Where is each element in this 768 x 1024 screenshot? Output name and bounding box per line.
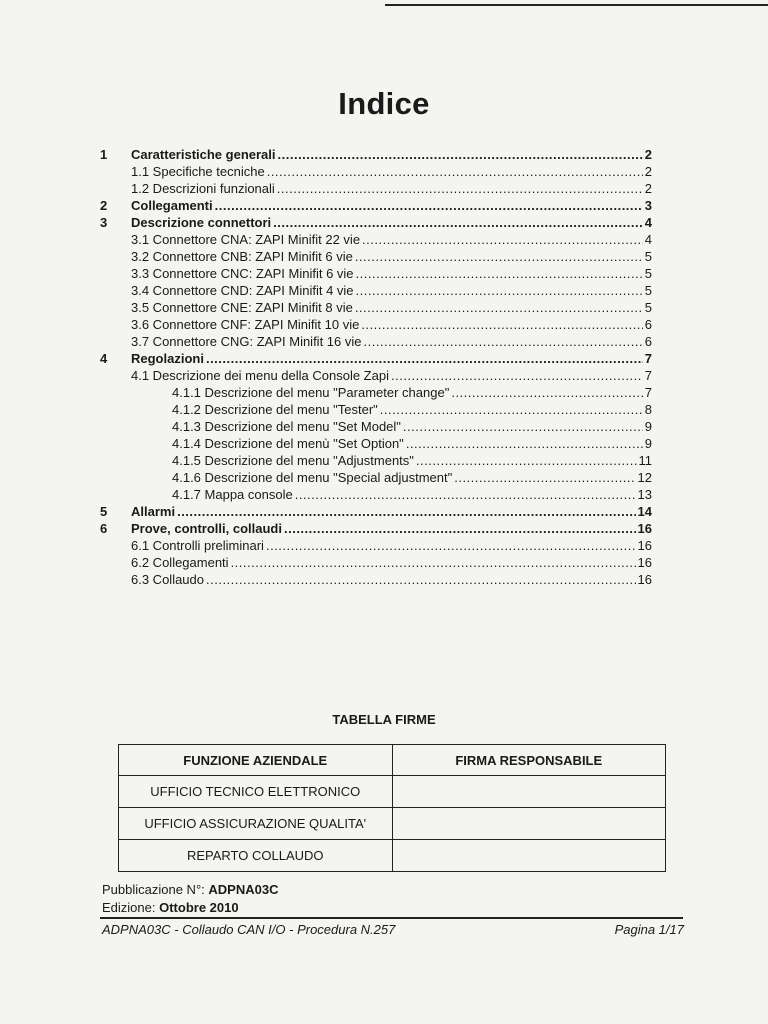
toc-dot-leader xyxy=(177,503,635,520)
signature-table-row xyxy=(119,776,666,808)
toc-page-number: 7 xyxy=(644,351,652,366)
signature-table xyxy=(118,744,666,872)
toc-dot-leader xyxy=(266,537,636,554)
toc-chapter-number: 3 xyxy=(100,215,108,230)
toc-section-row xyxy=(100,299,652,316)
toc-page-number: 5 xyxy=(644,300,652,315)
footer-page-number: Pagina 1/17 xyxy=(614,922,684,937)
toc-entry-title: 1.2 Descrizioni funzionali xyxy=(131,181,275,196)
page-title: Indice xyxy=(338,86,430,121)
department-cell: REPARTO COLLAUDO xyxy=(119,840,393,872)
toc-page-number: 16 xyxy=(637,572,652,587)
toc-dot-leader xyxy=(295,486,636,503)
toc-page-number: 12 xyxy=(637,470,652,485)
toc-section-row xyxy=(100,554,652,571)
toc-entry-title: 6.2 Collegamenti xyxy=(131,555,229,570)
toc-entry-title: 3.4 Connettore CND: ZAPI Minifit 4 vie xyxy=(131,283,354,298)
toc-entry xyxy=(131,248,652,265)
toc-entry xyxy=(131,197,652,214)
toc-entry-title: Descrizione connettori xyxy=(131,215,272,230)
toc-entry-title: 3.2 Connettore CNB: ZAPI Minifit 6 vie xyxy=(131,249,353,264)
toc-chapter-row xyxy=(100,520,652,537)
toc-chapter-row xyxy=(100,197,652,214)
toc-page-number: 5 xyxy=(644,249,652,264)
toc-chapter-row xyxy=(100,214,652,231)
toc-entry-title: Allarmi xyxy=(131,504,176,519)
toc-page-number: 16 xyxy=(637,555,652,570)
toc-section-row xyxy=(100,418,652,435)
toc-section-row xyxy=(100,231,652,248)
department-cell: UFFICIO ASSICURAZIONE QUALITA' xyxy=(119,808,393,840)
toc-dot-leader xyxy=(380,401,643,418)
header-funzione-aziendale: FUNZIONE AZIENDALE xyxy=(119,745,393,776)
toc-entry-title: 3.6 Connettore CNF: ZAPI Minifit 10 vie xyxy=(131,317,360,332)
toc-entry xyxy=(131,537,652,554)
toc-dot-leader xyxy=(391,367,643,384)
toc-entry-title: 4.1 Descrizione dei menu della Console Zapi xyxy=(131,368,389,383)
signature-table-title: TABELLA FIRME xyxy=(332,712,436,727)
toc-page-number: 7 xyxy=(644,385,652,400)
toc-dot-leader xyxy=(278,146,643,163)
toc-dot-leader xyxy=(277,180,643,197)
toc-entry xyxy=(172,384,652,401)
toc-dot-leader xyxy=(355,248,643,265)
toc-entry-title: Prove, controlli, collaudi xyxy=(131,521,282,536)
toc-page-number: 5 xyxy=(644,266,652,281)
toc-section-row xyxy=(100,401,652,418)
toc-page-number: 6 xyxy=(644,334,652,349)
toc-entry xyxy=(131,316,652,333)
toc-page-number: 6 xyxy=(644,317,652,332)
publication-info xyxy=(102,881,278,917)
publication-number-line xyxy=(102,881,278,899)
toc-page-number: 2 xyxy=(644,147,652,162)
toc-dot-leader xyxy=(267,163,643,180)
toc-section-row xyxy=(100,537,652,554)
toc-entry-title: 6.3 Collaudo xyxy=(131,572,204,587)
toc-page-number: 3 xyxy=(644,198,652,213)
toc-entry-title: 4.1.2 Descrizione del menu "Tester" xyxy=(172,402,378,417)
toc-entry xyxy=(172,469,652,486)
toc-dot-leader xyxy=(416,452,637,469)
publication-number: ADPNA03C xyxy=(208,882,279,897)
toc-dot-leader xyxy=(231,554,636,571)
toc-chapter-number: 4 xyxy=(100,351,108,366)
toc-section-row xyxy=(100,333,652,350)
header-firma-responsabile: FIRMA RESPONSABILE xyxy=(392,745,666,776)
toc-entry xyxy=(131,214,652,231)
toc-entry xyxy=(131,163,652,180)
toc-entry xyxy=(131,554,652,571)
toc-dot-leader xyxy=(284,520,636,537)
toc-entry-title: Regolazioni xyxy=(131,351,204,366)
toc-section-row xyxy=(100,435,652,452)
toc-entry xyxy=(131,367,652,384)
toc-dot-leader xyxy=(451,384,642,401)
toc-dot-leader xyxy=(273,214,643,231)
toc-entry xyxy=(131,571,652,588)
toc-section-row xyxy=(100,367,652,384)
toc-page-number: 4 xyxy=(644,215,652,230)
toc-entry xyxy=(131,282,652,299)
toc-page-number: 16 xyxy=(637,538,652,553)
toc-entry-title: 4.1.5 Descrizione del menu "Adjustments" xyxy=(172,453,414,468)
toc-entry xyxy=(131,350,652,367)
edition-line xyxy=(102,899,278,917)
toc-section-row xyxy=(100,163,652,180)
toc-page-number: 9 xyxy=(644,436,652,451)
toc-dot-leader xyxy=(454,469,635,486)
toc-page-number: 2 xyxy=(644,164,652,179)
toc-page-number: 7 xyxy=(644,368,652,383)
toc-entry-title: 4.1.3 Descrizione del menu "Set Model" xyxy=(172,419,401,434)
toc-section-row xyxy=(100,180,652,197)
toc-chapter-number: 1 xyxy=(100,147,108,162)
toc-section-row xyxy=(100,282,652,299)
toc-entry-title: 3.7 Connettore CNG: ZAPI Minifit 16 vie xyxy=(131,334,362,349)
toc-entry xyxy=(131,520,652,537)
toc-entry xyxy=(172,435,652,452)
edition-value: Ottobre 2010 xyxy=(159,900,239,915)
signature-cell xyxy=(392,840,666,872)
toc-dot-leader xyxy=(206,350,643,367)
toc-entry xyxy=(131,265,652,282)
signature-cell xyxy=(392,808,666,840)
toc-section-row xyxy=(100,571,652,588)
toc-page-number: 14 xyxy=(637,504,652,519)
footer-rule xyxy=(100,917,683,919)
toc-entry-title: 4.1.7 Mappa console xyxy=(172,487,293,502)
publication-label: Pubblicazione N°: xyxy=(102,882,205,897)
toc-entry-title: 3.5 Connettore CNE: ZAPI Minifit 8 vie xyxy=(131,300,353,315)
toc-entry xyxy=(131,231,652,248)
toc-entry-title: Collegamenti xyxy=(131,198,213,213)
toc-chapter-number: 6 xyxy=(100,521,108,536)
toc-entry xyxy=(131,299,652,316)
signature-table-header-row xyxy=(119,745,666,776)
toc-dot-leader xyxy=(215,197,643,214)
toc-entry xyxy=(172,486,652,503)
toc-entry-title: 1.1 Specifiche tecniche xyxy=(131,164,265,179)
toc-chapter-number: 2 xyxy=(100,198,108,213)
edition-label: Edizione: xyxy=(102,900,156,915)
toc-entry xyxy=(172,452,652,469)
toc-entry-title: Caratteristiche generali xyxy=(131,147,276,162)
page-footer xyxy=(102,922,684,937)
toc-section-row xyxy=(100,384,652,401)
toc-entry xyxy=(131,333,652,350)
signature-cell xyxy=(392,776,666,808)
top-border-line xyxy=(385,4,768,6)
department-cell: UFFICIO TECNICO ELETTRONICO xyxy=(119,776,393,808)
toc-section-row xyxy=(100,248,652,265)
toc-chapter-row xyxy=(100,146,652,163)
toc-dot-leader xyxy=(206,571,636,588)
toc-chapter-row xyxy=(100,350,652,367)
footer-document-id: ADPNA03C - Collaudo CAN I/O - Procedura N.257 xyxy=(102,922,396,937)
toc-page-number: 4 xyxy=(644,232,652,247)
toc-section-row xyxy=(100,316,652,333)
toc-dot-leader xyxy=(356,265,643,282)
toc-entry-title: 6.1 Controlli preliminari xyxy=(131,538,264,553)
toc-entry xyxy=(131,180,652,197)
toc-page-number: 2 xyxy=(644,181,652,196)
toc-entry-title: 3.1 Connettore CNA: ZAPI Minifit 22 vie xyxy=(131,232,361,247)
toc-dot-leader xyxy=(363,333,642,350)
toc-page-number: 8 xyxy=(644,402,652,417)
table-of-contents xyxy=(100,146,652,588)
toc-entry xyxy=(172,401,652,418)
toc-entry xyxy=(131,146,652,163)
toc-page-number: 13 xyxy=(637,487,652,502)
toc-page-number: 5 xyxy=(644,283,652,298)
toc-section-row xyxy=(100,469,652,486)
toc-page-number: 9 xyxy=(644,419,652,434)
toc-entry xyxy=(131,503,652,520)
toc-entry-title: 4.1.6 Descrizione del menu "Special adjustment" xyxy=(172,470,453,485)
toc-dot-leader xyxy=(406,435,643,452)
toc-chapter-number: 5 xyxy=(100,504,108,519)
toc-dot-leader xyxy=(362,231,643,248)
toc-entry-title: 3.3 Connettore CNC: ZAPI Minifit 6 vie xyxy=(131,266,354,281)
toc-section-row xyxy=(100,452,652,469)
toc-section-row xyxy=(100,486,652,503)
toc-page-number: 11 xyxy=(638,453,652,468)
toc-dot-leader xyxy=(403,418,643,435)
toc-section-row xyxy=(100,265,652,282)
signature-table-row xyxy=(119,808,666,840)
signature-table-row xyxy=(119,840,666,872)
toc-dot-leader xyxy=(356,282,643,299)
toc-entry xyxy=(172,418,652,435)
toc-entry-title: 4.1.1 Descrizione del menu "Parameter change" xyxy=(172,385,450,400)
toc-dot-leader xyxy=(361,316,642,333)
toc-dot-leader xyxy=(355,299,643,316)
toc-chapter-row xyxy=(100,503,652,520)
toc-page-number: 16 xyxy=(637,521,652,536)
toc-entry-title: 4.1.4 Descrizione del menù "Set Option" xyxy=(172,436,404,451)
